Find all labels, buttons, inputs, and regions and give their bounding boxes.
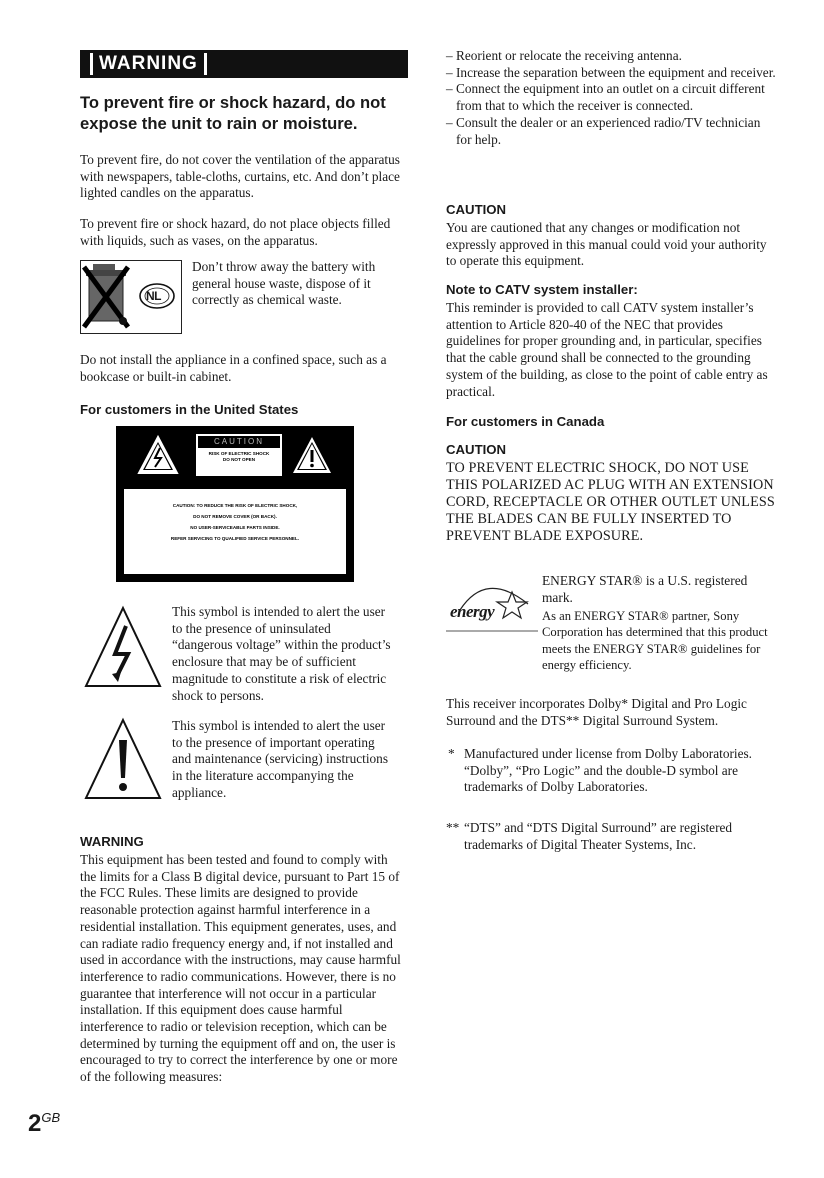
measure-item: – Reorient or relocate the receiving antenna. (446, 48, 682, 63)
page-number-suffix: GB (41, 1110, 61, 1125)
caution-line-1: CAUTION: TO REDUCE THE RISK OF ELECTRIC SHOCK, (172, 503, 298, 508)
exclamation-symbol-icon (82, 716, 164, 802)
battery-disposal-logo (80, 260, 182, 334)
measures-list (446, 48, 776, 148)
footnote-1 (446, 746, 776, 796)
nl-logo-text: NL (146, 289, 161, 303)
energy-star-text-1: ENERGY STAR® is a U.S. registered mark. (542, 573, 748, 605)
energy-star-text-2: As an ENERGY STAR® partner, Sony Corporation has determined that this product meets the ENERGY STAR® guidelines for energy efficiency. (542, 609, 768, 673)
energy-star-logo (446, 570, 538, 632)
footnote-2 (446, 820, 776, 853)
footnote-1-b: “Dolby”, “Pro Logic” and the double-D symbol are trademarks of Dolby Laboratories. (464, 762, 738, 795)
caution-line-3: NO USER-SERVICEABLE PARTS INSIDE. (190, 525, 280, 530)
hazard-headline: To prevent fire or shock hazard, do not expose the unit to rain or moisture. (80, 93, 386, 133)
footnote-2-text: “DTS” and “DTS Digital Surround” are registered trademarks of Digital Theater Systems, Inc. (464, 820, 733, 852)
canada-caution-text: TO PREVENT ELECTRIC SHOCK, DO NOT USE THIS POLARIZED AC PLUG WITH AN EXTENSION CORD, RECEPTACLE OR OTHER OUTLET UNLESS THE BLADES CAN BE FULLY INSERTED TO PREVENT BLADE EXPOSURE. (446, 460, 775, 544)
battery-paragraph: Don’t throw away the battery with general house waste, dispose of it correctly as chemical waste. (192, 259, 376, 308)
ventilation-paragraph: To prevent fire, do not cover the ventilation of the apparatus with newspapers, table-cloths, curtains, etc. And don’t place lighted candles on the apparatus. (80, 152, 400, 201)
exclamation-warning-icon (290, 434, 334, 476)
lightning-symbol-icon (82, 604, 164, 690)
canada-heading: For customers in Canada (446, 414, 605, 429)
fcc-warning-text: This equipment has been tested and found to comply with the limits for a Class B digital device, pursuant to Part 15 of the FCC Rules. These limits are designed to provide reasonable protection against harmful interference in a residential installation. This equipment generates, uses, and can radiate radio frequency energy and, if not installed and used in accordance with the instructions, may cause harmful interference to radio communications. However, there is no guarantee that interference will not occur in a particular installation. If this equipment does cause harmful interference to radio or television reception, which can be determined by turning the equipment off and on, the user is encouraged to try to correct the interference by one or more of the following measures: (80, 852, 401, 1085)
warning-banner-label: WARNING (90, 53, 207, 75)
caution-label-center (196, 434, 282, 476)
page-number-value: 2 (28, 1110, 42, 1137)
page-number (28, 1110, 60, 1138)
measure-item: – Consult the dealer or an experienced radio/TV technician for help. (446, 114, 761, 147)
catv-text: This reminder is provided to call CATV system installer’s attention to Article 820-40 of the NEC that provides guidelines for proper grounding and, in particular, specifies that the cable ground shall be connected to the grounding system of the building, as close to the point of cable entry as practical. (446, 300, 768, 399)
caution-label-body (124, 489, 346, 574)
canada-caution-heading: CAUTION (446, 442, 507, 457)
caution-heading: CAUTION (446, 202, 507, 217)
lightning-symbol-text: This symbol is intended to alert the user to the presence of uninsulated “dangerous voltage” within the product’s enclosure that may be of sufficient magnitude to constitute a risk of electric shock to persons. (172, 604, 391, 703)
caution-label-title: CAUTION (198, 436, 280, 448)
lightning-warning-icon (136, 434, 180, 476)
caution-label-graphic (116, 426, 354, 582)
risk-line-1: RISK OF ELECTRIC SHOCK (208, 451, 270, 456)
us-customers-heading: For customers in the United States (80, 402, 299, 417)
dolby-paragraph: This receiver incorporates Dolby* Digital and Pro Logic Surround and the DTS** Digital Surround System. (446, 696, 747, 728)
caution-line-2: DO NOT REMOVE COVER (OR BACK). (193, 514, 277, 519)
liquids-paragraph: To prevent fire or shock hazard, do not place objects filled with liquids, such as vases, on the apparatus. (80, 216, 391, 248)
energy-star-icon (446, 570, 538, 632)
footnote-2-mark: ** (446, 820, 460, 835)
catv-heading: Note to CATV system installer: (446, 282, 638, 297)
confined-space-paragraph: Do not install the appliance in a confined space, such as a bookcase or built-in cabinet. (80, 352, 387, 384)
exclamation-symbol-text: This symbol is intended to alert the user to the presence of important operating and maintenance (servicing) instructions in the literature accompanying the appliance. (172, 718, 389, 800)
fcc-warning-heading: WARNING (80, 834, 144, 849)
caution-text: You are cautioned that any changes or modification not expressly approved in this manual could void your authority to operate this equipment. (446, 220, 767, 269)
caution-line-4: REFER SERVICING TO QUALIFIED SERVICE PERSONNEL. (170, 536, 300, 541)
measure-item: – Increase the separation between the equipment and receiver. (446, 64, 776, 80)
measure-item: – Connect the equipment into an outlet on a circuit different from that to which the receiver is connected. (446, 81, 765, 114)
footnote-1-mark: * (448, 746, 455, 761)
footnote-1-a: Manufactured under license from Dolby Laboratories. (464, 746, 752, 761)
risk-line-2: DO NOT OPEN (222, 457, 256, 462)
crossed-bin-icon (81, 261, 181, 333)
warning-banner (80, 50, 408, 78)
energy-logo-text: energy (450, 602, 495, 621)
